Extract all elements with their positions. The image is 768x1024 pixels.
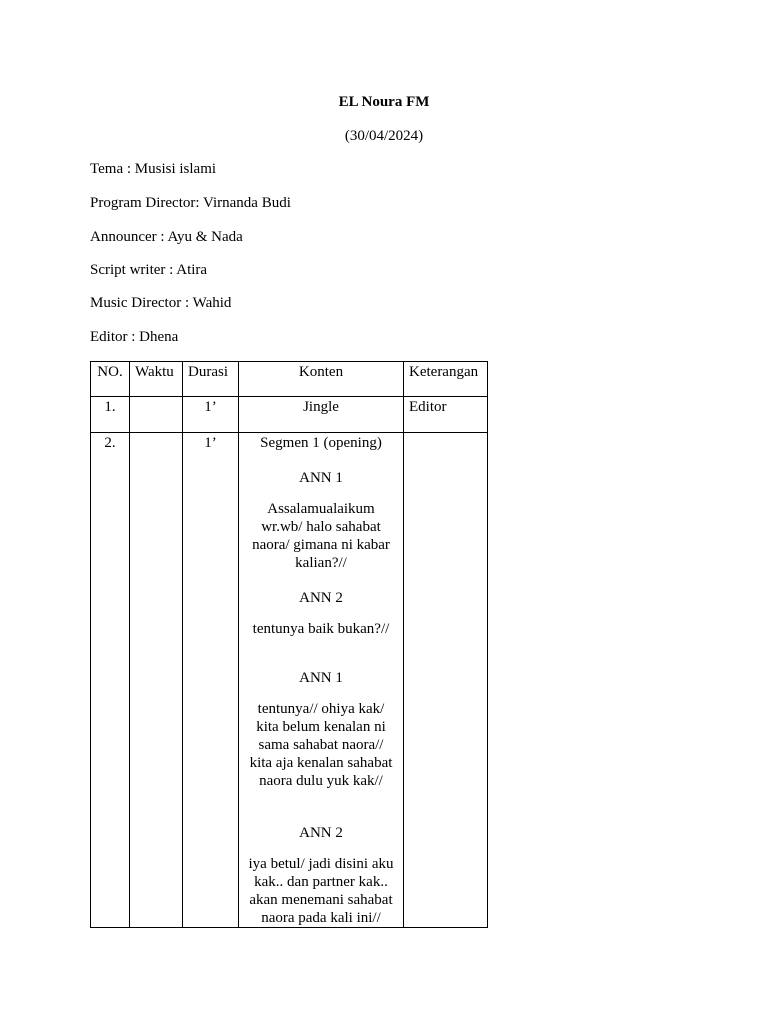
cell-keterangan xyxy=(404,433,488,928)
script-block xyxy=(244,434,398,927)
dialogue-text: tentunya// ohiya kak/ kita belum kenalan ni sama sahabat naora// kita aja kenalan sahabat naora dulu yuk kak// xyxy=(249,701,393,789)
header-konten: Konten xyxy=(239,362,404,397)
cell-waktu xyxy=(130,397,183,433)
cell-konten-script xyxy=(239,433,404,928)
cell-no: 1. xyxy=(91,397,130,433)
header-no: NO. xyxy=(91,362,130,397)
broadcast-date: (30/04/2024) xyxy=(344,128,424,144)
dialogue-text: Assalamualaikum wr.wb/ halo sahabat naora/ gimana ni kabar kalian?// xyxy=(252,501,390,571)
table-row xyxy=(91,433,488,928)
header-waktu: Waktu xyxy=(130,362,183,397)
meta-tema xyxy=(90,160,216,178)
meta-value: Wahid xyxy=(192,295,232,311)
meta-label: Tema : xyxy=(90,161,135,177)
speaker-label: ANN 2 xyxy=(299,590,343,606)
meta-program-director xyxy=(90,194,291,212)
meta-value: Virnanda Budi xyxy=(203,195,291,211)
cell-no: 2. xyxy=(91,433,130,928)
meta-value: Musisi islami xyxy=(134,161,217,177)
meta-value: Dhena xyxy=(139,329,179,345)
meta-value: Atira xyxy=(176,262,208,278)
segment-title: Segmen 1 (opening) xyxy=(260,435,382,451)
dialogue-text: tentunya baik bukan?// xyxy=(252,621,390,637)
cell-waktu xyxy=(130,433,183,928)
speaker-label: ANN 1 xyxy=(299,470,343,486)
speaker-label: ANN 2 xyxy=(299,825,343,841)
cell-durasi: 1’ xyxy=(183,397,239,433)
meta-label: Music Director : xyxy=(90,295,193,311)
meta-script-writer xyxy=(90,261,207,279)
station-title: EL Noura FM xyxy=(338,94,430,110)
meta-announcer xyxy=(90,228,243,246)
dialogue-text: iya betul/ jadi disini aku kak.. dan partner kak.. akan menemani sahabat naora pada kali ini// xyxy=(248,856,394,926)
meta-label: Announcer : xyxy=(90,229,168,245)
cell-konten: Jingle xyxy=(239,397,404,433)
meta-music-director xyxy=(90,294,231,312)
header-durasi: Durasi xyxy=(183,362,239,397)
meta-label: Program Director: xyxy=(90,195,204,211)
table-row xyxy=(91,397,488,433)
header-keterangan: Keterangan xyxy=(404,362,488,397)
meta-editor xyxy=(90,328,178,346)
meta-value: Ayu & Nada xyxy=(167,229,243,245)
cell-keterangan: Editor xyxy=(404,397,488,433)
table-header-row xyxy=(91,362,488,397)
speaker-label: ANN 1 xyxy=(299,670,343,686)
rundown-table xyxy=(90,361,488,928)
cell-durasi: 1’ xyxy=(183,433,239,928)
meta-label: Script writer : xyxy=(90,262,177,278)
meta-label: Editor : xyxy=(90,329,140,345)
